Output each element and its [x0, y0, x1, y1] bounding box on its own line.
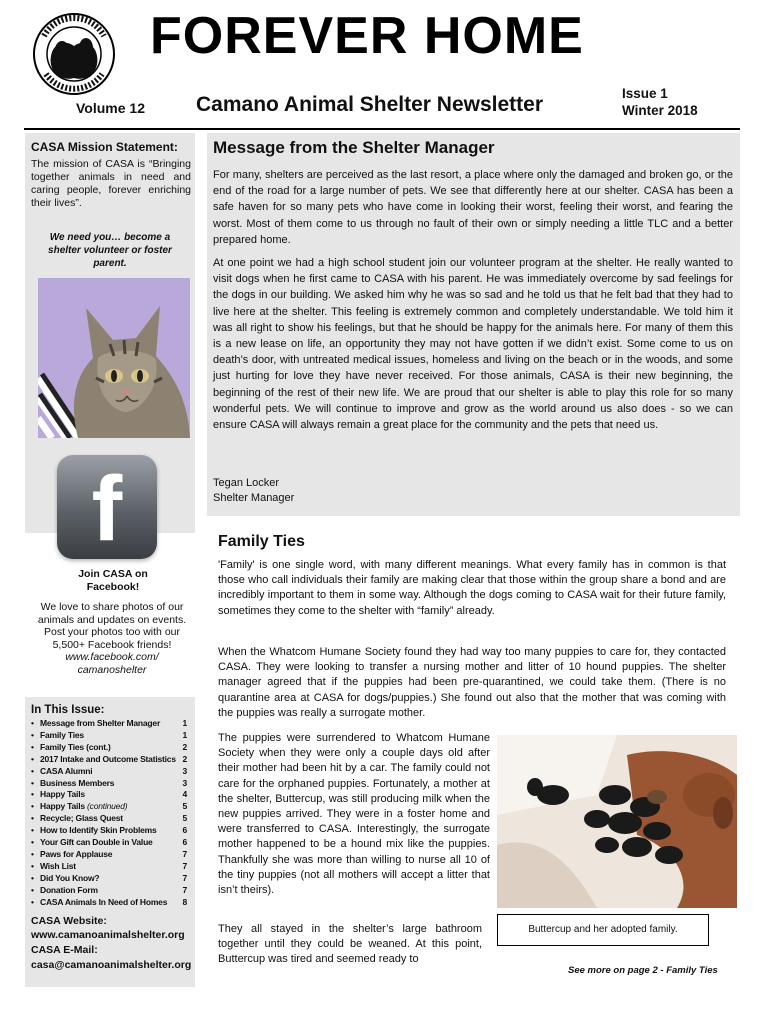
signer-name: Tegan Locker: [213, 477, 280, 489]
kitten-illustration: [38, 278, 190, 438]
toc-item[interactable]: • Family Ties (cont.) 2: [31, 742, 191, 754]
toc-item[interactable]: • Wish List 7: [31, 861, 191, 873]
family-paragraph-2: When the Whatcom Humane Society found they had way too many puppies to care for, they contacted CASA. They were looking to transfer a nursing mother and litter of 10 hound puppies. The shelter manager agreed that if the puppies had been pre-quarantined, we could take them. (There is no quarantine area at CASA for dogs/puppies.) She found out also that the mother that was coming with the puppies was really a surrogate mother.: [218, 646, 726, 719]
toc-item[interactable]: • Happy Tails (continued) 5: [31, 801, 191, 813]
family-paragraph-1: 'Family' is one single word, with many different meanings. What every family has in common is that those who call individuals their family are making clear that those within the group share a bond and are incredibly important to them in some way. Although the dogs coming to CASA wait for their future family, sometimes they come to the shelter with “family” already.: [218, 559, 726, 617]
email-title: CASA E-Mail:: [31, 944, 98, 956]
toc-item[interactable]: • Happy Tails 4: [31, 789, 191, 801]
facebook-text: [36, 601, 188, 677]
facebook-join-title: Join CASA on Facebook!: [78, 568, 148, 593]
newsletter-name: Camano Animal Shelter Newsletter: [196, 93, 543, 116]
volume-label: Volume 12: [76, 100, 145, 116]
masthead-divider: [24, 128, 740, 130]
facebook-description: We love to share photos of our animals and updates on events. Post your photos too with our 5,500+ Facebook friends!: [37, 601, 187, 651]
website-title: CASA Website:: [31, 915, 107, 927]
manager-paragraph-2: At one point we had a high school student join our volunteer program at the shelter. He really wanted to visit dogs when he first came to CASA with his parent. He was immediately overcome by sad feelings for the dogs in our building. We asked him why he was so sad and he told us that he felt bad that they had to live here at the shelter. This feeling is extremely common and completely understandable. We told him it was all right to show his feelings, but that he should be happy for the animals here. For many of them this is a new lease on life, an opportunity they may not have gotten if we didn’t exist. Some come to us on death’s door, with untreated medical issues, homeless and living on the beach or in the woods, and some just hurting for love they have never received. For those animals, CASA is their new beginning, the beginning of the rest of their new life. We are proud that our shelter is able to play this role for so many wonderful pets. We will continue to improve and grow as the world around us also does - so we can ensure CASA will always remain a great place for the community and the pets that need us.: [213, 257, 733, 432]
toc-item[interactable]: • Message from Shelter Manager 1: [31, 718, 191, 730]
signer-title: Shelter Manager: [213, 492, 295, 504]
manager-article-title: Message from the Shelter Manager: [213, 138, 495, 157]
issue-info: [622, 85, 698, 119]
mission-text: The mission of CASA is “Bringing together animals in need and caring people, forever enriching their lives”.: [31, 158, 191, 209]
email-link[interactable]: casa@camanoanimalshelter.org: [31, 959, 192, 971]
toc-item[interactable]: • Did You Know? 7: [31, 873, 191, 885]
toc-item[interactable]: • Business Members 3: [31, 778, 191, 790]
manager-paragraph-1: For many, shelters are perceived as the last resort, a place where only the damaged and broken go, or the end of the road for a large number of pets. We see that differently here at our shelter. CASA has been a safe haven for so many pets who have come in looking their worst, feeling their worst, and fearing the worst. Most of them come to us through no fault of their own or simply needing a little TLC and a better prepared home.: [213, 169, 733, 246]
issue-number: Issue 1: [622, 86, 668, 101]
dog-and-puppies-photo: [497, 735, 737, 908]
toc-item[interactable]: • Family Ties 1: [31, 730, 191, 742]
toc-item[interactable]: • Paws for Applause 7: [31, 849, 191, 861]
toc-title: In This Issue:: [31, 704, 105, 716]
issue-season: Winter 2018: [622, 103, 698, 118]
facebook-url[interactable]: www.facebook.com/ camanoshelter: [65, 651, 159, 676]
family-paragraph-4: They all stayed in the shelter’s large bathroom together until they could be weaned. At this point, Buttercup was tired and seemed ready to: [218, 923, 482, 966]
dog-and-puppies-illustration: [497, 735, 737, 908]
casa-logo: [32, 12, 116, 96]
toc-item[interactable]: • 2017 Intake and Outcome Statistics 2: [31, 754, 191, 766]
toc-item[interactable]: • CASA Animals In Need of Homes 8: [31, 897, 191, 909]
continued-link[interactable]: See more on page 2 - Family Ties: [568, 965, 718, 976]
mission-title: CASA Mission Statement:: [31, 140, 178, 154]
facebook-f-glyph: f: [91, 458, 123, 560]
toc-item[interactable]: • CASA Alumni 3: [31, 766, 191, 778]
website-link[interactable]: www.camanoanimalshelter.org: [31, 929, 185, 941]
newsletter-title: FOREVER HOME: [150, 7, 584, 65]
toc-item[interactable]: • Recycle; Glass Quest 5: [31, 813, 191, 825]
toc-item[interactable]: • Donation Form 7: [31, 885, 191, 897]
casa-logo-graphic: [32, 12, 116, 96]
kitten-photo: [38, 278, 190, 438]
family-paragraph-3: The puppies were surrendered to Whatcom Humane Society when they were only a couple days old after their mother had been hit by a car. The family could not care for the orphaned puppies. Fortunately, a mother at the shelter, Buttercup, was still producing milk when the new puppies arrived. They were in a foster home and were transferred to CASA. Interestingly, the surrogate mother happened to be a hound mix like the puppies. Thankfully she was more than willing to nurse all 10 of the tiny puppies (not all mothers will accept a litter that isn’t theirs).: [218, 732, 490, 897]
manager-signature: [213, 476, 294, 506]
family-ties-title: Family Ties: [218, 533, 305, 550]
volunteer-callout: We need you… become a shelter volunteer or foster parent.: [48, 232, 172, 269]
table-of-contents: [31, 718, 191, 909]
photo-caption: Buttercup and her adopted family.: [497, 914, 709, 946]
toc-item[interactable]: • Your Gift can Double in Value 6: [31, 837, 191, 849]
toc-item[interactable]: • How to Identify Skin Problems 6: [31, 825, 191, 837]
facebook-icon[interactable]: [57, 455, 157, 559]
